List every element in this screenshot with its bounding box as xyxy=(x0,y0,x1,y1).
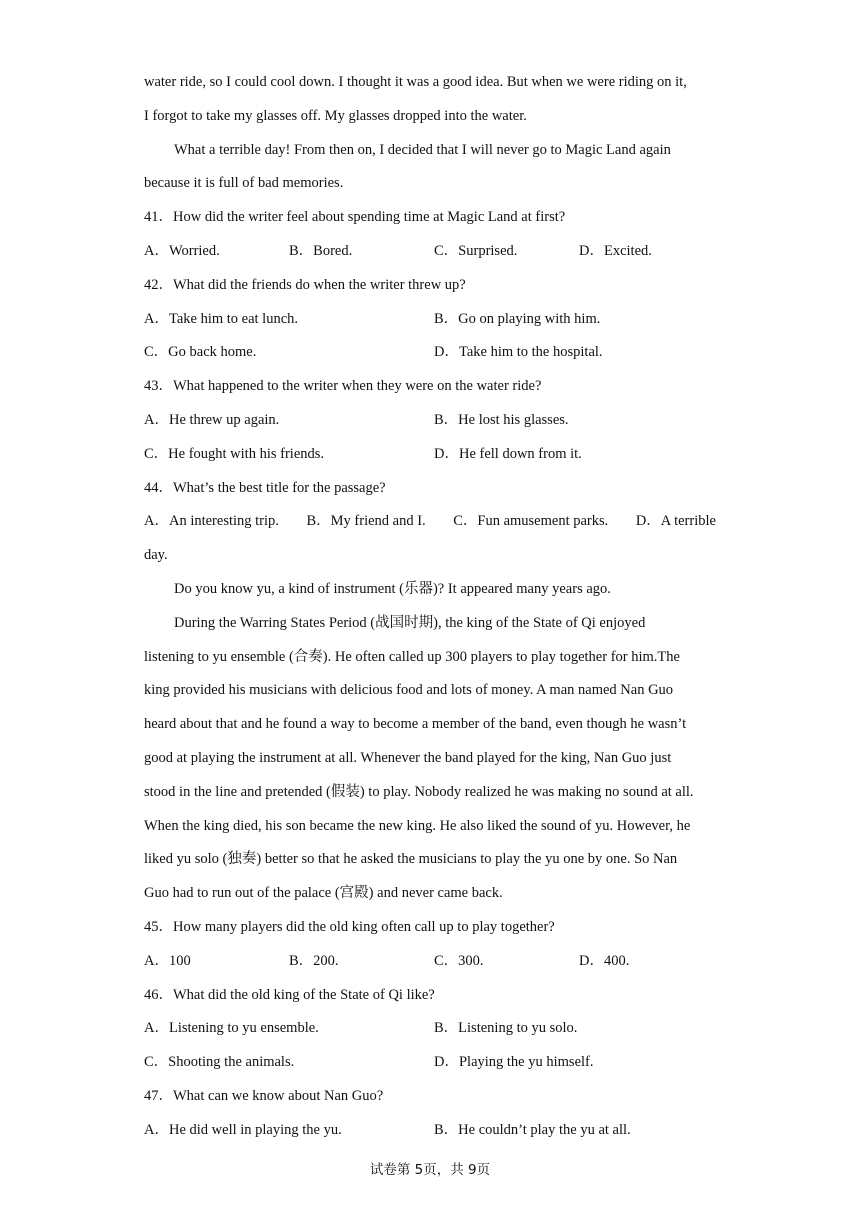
passage-text-line: What a terrible day! From then on, I decided that I will never go to Magic Land again xyxy=(174,141,671,158)
page-footer: 试卷第 5页，共 9页 xyxy=(369,1162,491,1178)
passage-text-line: During the Warring States Period (战国时期), the king of the State of Qi enjoyed xyxy=(174,614,646,631)
question-44-option-wrap: day. xyxy=(144,547,168,564)
option-a: A．Worried. xyxy=(144,242,220,259)
passage-text-line: king provided his musicians with delicious food and lots of money. A man named Nan Guo xyxy=(144,682,674,699)
question-45-stem: 45．How many players did the old king often call up to play together? xyxy=(144,918,555,935)
option-c: C．Surprised. xyxy=(434,242,518,259)
question-41-options xyxy=(144,235,724,269)
question-42-stem: 42．What did the friends do when the writer threw up? xyxy=(144,276,466,293)
passage-text-line: Guo had to run out of the palace (宫殿) and never came back. xyxy=(144,885,503,902)
passage-text-line: because it is full of bad memories. xyxy=(144,175,344,192)
passage-text-line: good at playing the instrument at all. Whenever the band played for the king, Nan Guo just xyxy=(144,749,672,766)
question-43-options-row1 xyxy=(144,404,724,438)
option-b: B．Go on playing with him. xyxy=(434,310,601,327)
question-42-options-row2 xyxy=(144,336,724,370)
option-b: B．200. xyxy=(289,952,339,969)
option-d: D．A terrible xyxy=(635,513,716,530)
option-a: A．He did well in playing the yu. xyxy=(144,1121,342,1138)
question-44-options xyxy=(144,505,716,539)
option-d: D．He fell down from it. xyxy=(434,445,582,462)
question-47-stem: 47．What can we know about Nan Guo? xyxy=(144,1087,384,1104)
option-d: D．400. xyxy=(579,952,630,969)
option-a: A．He threw up again. xyxy=(144,411,280,428)
option-c: C．Go back home. xyxy=(144,344,257,361)
passage-text-line: When the king died, his son became the new king. He also liked the sound of yu. However, he xyxy=(144,817,691,834)
option-d: D．Playing the yu himself. xyxy=(434,1054,594,1071)
option-c: C．Shooting the animals. xyxy=(144,1054,295,1071)
passage-text-line: liked yu solo (独奏) better so that he asked the musicians to play the yu one by one. So Nan xyxy=(144,851,678,868)
option-a: A．100 xyxy=(144,952,191,969)
question-41-stem: 41．How did the writer feel about spending time at Magic Land at first? xyxy=(144,209,566,226)
option-b: B．Bored. xyxy=(289,242,353,259)
question-46-options-row2 xyxy=(144,1046,724,1080)
question-43-options-row2 xyxy=(144,438,724,472)
question-45-options xyxy=(144,945,724,979)
exam-page xyxy=(144,66,724,1148)
option-c: C．He fought with his friends. xyxy=(144,445,325,462)
option-c: C．Fun amusement parks. xyxy=(453,513,609,530)
question-46-options-row1 xyxy=(144,1012,724,1046)
question-43-stem: 43．What happened to the writer when they were on the water ride? xyxy=(144,378,542,395)
option-c: C．300. xyxy=(434,952,484,969)
passage-text-line: heard about that and he found a way to become a member of the band, even though he wasn’t xyxy=(144,716,687,733)
option-a: A．Take him to eat lunch. xyxy=(144,310,299,327)
option-d: D．Excited. xyxy=(579,242,652,259)
passage-text-line: Do you know yu, a kind of instrument (乐器)? It appeared many years ago. xyxy=(174,580,611,597)
question-44-stem: 44．What’s the best title for the passage? xyxy=(144,479,386,496)
option-b: B．My friend and I. xyxy=(306,513,426,530)
passage-text-line: stood in the line and pretended (假装) to play. Nobody realized he was making no sound at all. xyxy=(144,783,694,800)
option-b: B．He couldn’t play the yu at all. xyxy=(434,1121,631,1138)
question-46-stem: 46．What did the old king of the State of Qi like? xyxy=(144,986,435,1003)
option-a: A．Listening to yu ensemble. xyxy=(144,1020,319,1037)
question-42-options-row1 xyxy=(144,303,724,337)
passage-text-line: listening to yu ensemble (合奏). He often called up 300 players to play together for him.The xyxy=(144,648,680,665)
option-b: B．He lost his glasses. xyxy=(434,411,569,428)
option-a: A．An interesting trip. xyxy=(144,513,279,530)
passage-text-line: water ride, so I could cool down. I thought it was a good idea. But when we were riding on it, xyxy=(144,74,687,90)
question-47-options-row1 xyxy=(144,1114,724,1148)
option-d: D．Take him to the hospital. xyxy=(434,344,603,361)
option-b: B．Listening to yu solo. xyxy=(434,1020,578,1037)
passage-text-line: I forgot to take my glasses off. My glasses dropped into the water. xyxy=(144,107,527,124)
